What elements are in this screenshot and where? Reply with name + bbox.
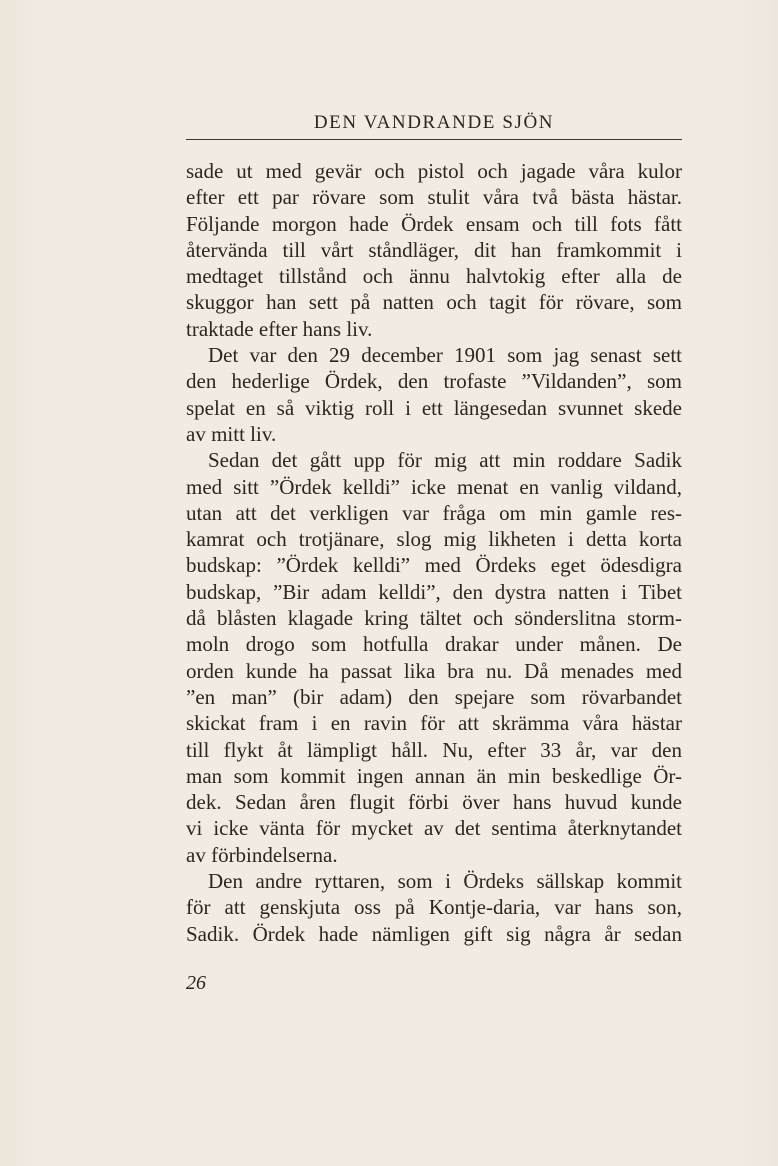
text-line: för att genskjuta oss på Kontje-daria, var hans son, [186, 895, 682, 920]
text-line: Det var den 29 december 1901 som jag senast sett [208, 343, 682, 368]
text-line: dek. Sedan åren flugit förbi över hans huvud kunde [186, 790, 682, 815]
text-line: skickat fram i en ravin för att skrämma våra hästar [186, 711, 682, 736]
text-line: man som kommit ingen annan än min beskedlige Ör- [186, 763, 682, 788]
text-line: medtaget tillstånd och ännu halvtokig efter alla de [186, 264, 682, 289]
text-line: av mitt liv. [186, 421, 277, 446]
text-line: Sedan det gått upp för mig att min roddare Sadik [208, 448, 682, 473]
text-line: efter ett par rövare som stulit våra två bästa hästar. [186, 185, 682, 210]
text-line: traktade efter hans liv. [186, 316, 373, 341]
text-line: moln drogo som hotfulla drakar under månen. De [186, 632, 682, 657]
text-line: återvända till vårt ståndläger, dit han framkommit i [186, 237, 682, 262]
text-line: Sadik. Ördek hade nämligen gift sig några år sedan [186, 921, 682, 946]
text-line: med sitt ”Ördek kelldi” icke menat en vanlig vildand, [186, 474, 682, 499]
text-line: orden kunde ha passat lika bra nu. Då menades med [186, 658, 682, 683]
body-text [186, 158, 682, 947]
text-line: till flykt åt lämpligt håll. Nu, efter 33 år, var den [186, 737, 682, 762]
text-line: vi icke vänta för mycket av det sentima återknytandet [186, 816, 682, 841]
text-line: spelat en så viktig roll i ett längesedan svunnet skede [186, 395, 682, 420]
text-line: ”en man” (bir adam) den spejare som rövarbandet [186, 684, 682, 709]
text-line: Den andre ryttaren, som i Ördeks sällskap kommit [208, 869, 682, 894]
text-line: den hederlige Ördek, den trofaste ”Vildanden”, som [186, 369, 682, 394]
text-line: sade ut med gevär och pistol och jagade våra kulor [186, 159, 682, 183]
header-rule [186, 139, 682, 140]
running-head: DEN VANDRANDE SJÖN [313, 112, 555, 133]
text-line: skuggor han sett på natten och tagit för rövare, som [186, 290, 682, 315]
text-line: utan att det verkligen var fråga om min gamle res- [186, 500, 682, 525]
page-number: 26 [186, 972, 206, 994]
text-line: av förbindelserna. [186, 842, 338, 867]
text-line: då blåsten klagade kring tältet och sönderslitna storm- [186, 606, 682, 631]
text-line: budskap: ”Ördek kelldi” med Ördeks eget ödesdigra [186, 553, 682, 578]
text-line: kamrat och trotjänare, slog mig likheten i detta korta [186, 527, 682, 552]
text-line: budskap, ”Bir adam kelldi”, den dystra natten i Tibet [186, 579, 682, 604]
text-line: Följande morgon hade Ördek ensam och till fots fått [186, 211, 682, 236]
